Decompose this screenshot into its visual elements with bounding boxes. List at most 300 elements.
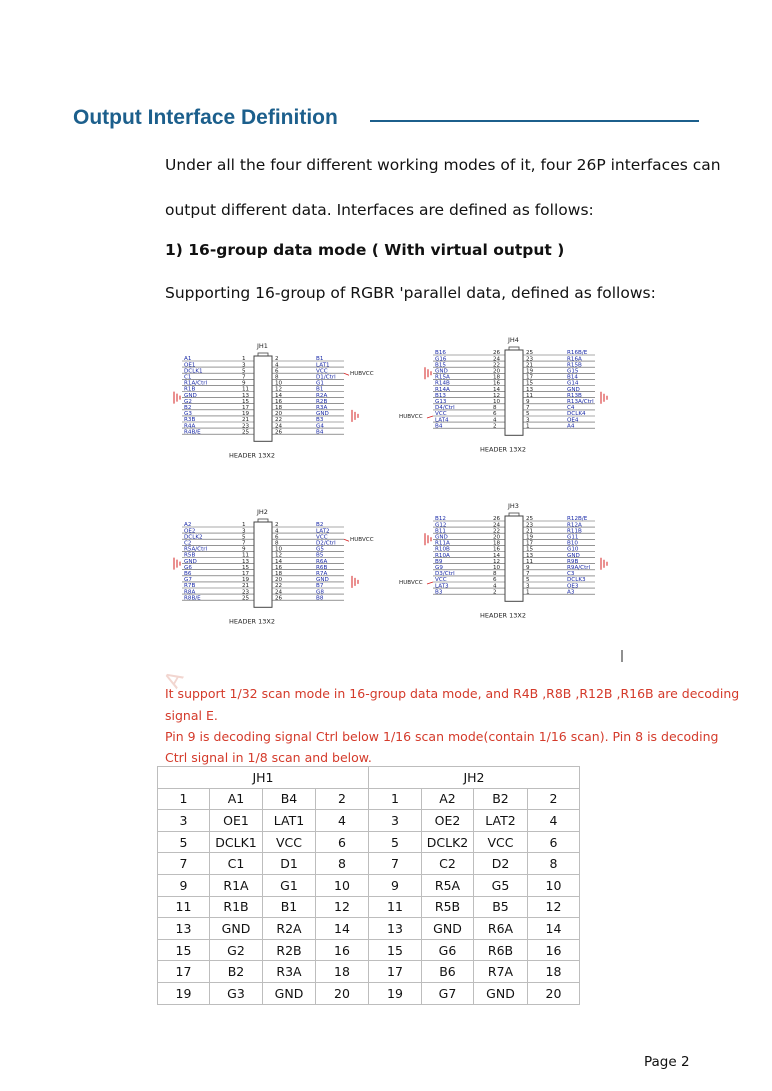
table-cell: 3 [369,810,422,832]
jh1-net-right: VCC [316,368,328,375]
jh3-pin-number: 8 [493,571,497,578]
jh3-pin-number: 12 [493,558,501,565]
table-header-row [158,767,580,789]
jh1-pin-number: 14 [275,392,283,399]
jh2-connector-body [254,522,272,607]
jh1-pin-number: 18 [275,405,283,411]
jh1-pin-number: 11 [242,386,250,393]
table-cell: 12 [528,896,580,918]
jh3-pin-number: 11 [526,558,534,565]
jh2-pin-number: 14 [275,558,283,565]
table-cell: 4 [316,810,369,832]
jh3-net-left: G9 [435,565,443,571]
table-cell: B5 [474,896,528,918]
jh2-pin-number: 11 [242,552,250,559]
jh2-caption: HEADER 13X2 [229,617,275,626]
jh4-net-right: GND [567,386,580,393]
jh1-net-left: R3B [184,417,196,424]
table-cell: R6B [474,939,528,961]
jh1-net-left: R4B/E [184,429,201,436]
table-cell: C2 [422,853,474,875]
jh3-net-left: R10B [435,546,450,553]
table-cell: DCLK2 [422,831,474,853]
table-cell: G7 [422,982,474,1004]
jh1-pin-number: 21 [242,417,250,424]
jh4-net-right: A4 [567,423,575,430]
jh2-hubvcc-label: HUBVCC [350,537,374,544]
table-cell: GND [422,918,474,940]
jh4-pin-number: 16 [493,380,501,387]
section-title: Output Interface Definition [73,106,338,129]
jh2-net-left: R5B [184,552,196,559]
jh4-net-left: G16 [435,356,447,363]
table-cell: 13 [158,918,210,940]
jh4-net-right: G15 [567,368,579,375]
jh4-net-left: B4 [435,423,443,430]
jh3-net-left: B3 [435,589,443,596]
jh3-pin-number: 19 [526,534,534,541]
jh2-pin-number: 4 [275,528,279,535]
table-cell: VCC [474,831,528,853]
jh1-pin-number: 23 [242,423,250,430]
table-cell: R3A [263,961,316,983]
table-cell: 14 [528,918,580,940]
jh3-net-right: DCLK3 [567,577,586,584]
table-cell: B2 [210,961,263,983]
jh3-label: JH3 [508,502,519,510]
jh3-pin-number: 7 [526,571,530,578]
table-cell: VCC [263,831,316,853]
table-row [158,961,580,983]
jh4-net-right: R15B [567,362,582,369]
jh4-pin-number: 7 [526,405,530,412]
jh2-net-right: VCC [316,534,328,541]
table-cell: A2 [422,788,474,810]
jh4-pin-number: 19 [526,368,534,375]
table-cell: R5A [422,874,474,896]
jh3-net-right: B10 [567,540,578,547]
jh2-pin-number: 21 [242,583,250,590]
jh4-pin-number: 2 [493,423,497,430]
jh2-pin-number: 6 [275,534,279,541]
jh2-ground-right-icon [352,576,358,588]
jh3-net-right: G11 [567,534,579,541]
jh1-net-right: LAT1 [316,362,330,369]
jh1-net-left: R4A [184,423,196,430]
note-line-3: Pin 9 is decoding signal Ctrl below 1/16 scan mode(contain 1/16 scan). Pin 8 is decoding [165,729,719,744]
jh3-pin-number: 22 [493,528,501,535]
table-cell: A1 [210,788,263,810]
jh1-pin-number: 3 [242,362,246,369]
jh1-connector-body [254,356,272,441]
jh4-pin-number: 14 [493,386,501,393]
table-cell: 4 [528,810,580,832]
jh2-pin-number: 25 [242,595,250,602]
table-row [158,853,580,875]
table-cell: C1 [210,853,263,875]
table-cell: G5 [474,874,528,896]
table-cell: 20 [316,982,369,1004]
jh2-pin-number: 2 [275,522,279,529]
table-cell: G6 [422,939,474,961]
jh4-pin-number: 11 [526,392,534,399]
jh3-net-right: G10 [567,546,579,553]
jh4-net-right: R16A [567,356,582,363]
jh3-pin-number: 26 [493,516,501,523]
jh2-net-left: R8A [184,589,196,596]
intro-line-1: Under all the four different working modes of it, four 26P interfaces can [165,156,721,174]
jh4-net-left: B15 [435,362,446,369]
jh2-net-right: R6B [316,564,328,571]
jh2-net-right: LAT2 [316,528,330,535]
jh4-net-right: R16B/E [567,350,588,357]
table-cell: G1 [263,874,316,896]
jh1-net-left: C1 [184,374,192,381]
jh4-net-left: B16 [435,350,446,357]
jh2-pin-number: 12 [275,552,283,559]
jh4-ground-left-icon [425,367,431,379]
table-cell: LAT2 [474,810,528,832]
jh2-label: JH2 [257,508,268,516]
jh3-net-right: A3 [567,589,575,596]
table-cell: 11 [158,896,210,918]
table-cell: 11 [369,896,422,918]
table-cell: 16 [316,939,369,961]
jh1-pin-number: 1 [242,356,246,363]
table-cell: 15 [158,939,210,961]
jh1-pin-number: 6 [275,368,279,375]
page-number: Page 2 [644,1054,690,1070]
table-cell: 7 [158,853,210,875]
jh3-pin-number: 1 [526,589,530,596]
mode-description: Supporting 16-group of RGBR 'parallel data, defined as follows: [165,284,656,302]
jh4-pin-number: 9 [526,399,530,405]
jh4-pin-number: 15 [526,380,534,387]
connector-schematic [150,320,640,670]
table-cell: GND [474,982,528,1004]
jh4-pin-number: 4 [493,417,497,424]
table-cell: 17 [158,961,210,983]
jh3-pin-number: 13 [526,552,534,559]
jh2-net-right: R6A [316,558,328,565]
note-line-1: It support 1/32 scan mode in 16-group data mode, and R4B ,R8B ,R12B ,R16B are decoding [165,686,740,701]
jh4-pin-number: 24 [493,356,501,363]
jh1-net-left: G3 [184,411,192,418]
jh2-net-left: A2 [184,522,192,529]
jh1-net-left: R1B [184,386,196,393]
jh1-pin-number: 5 [242,368,246,375]
jh3-pin-number: 9 [526,565,530,571]
jh3-net-right: R9A/Ctrl [567,565,591,571]
jh3-pin-number: 3 [526,583,530,590]
table-cell: R2B [263,939,316,961]
jh1-pin-number: 7 [242,374,246,381]
table-cell: 8 [316,853,369,875]
table-cell: G3 [210,982,263,1004]
jh3-hubvcc-label: HUBVCC [399,580,423,586]
jh2-pin-number: 15 [242,564,250,571]
jh3-net-right: C3 [567,571,575,578]
table-cell: 15 [369,939,422,961]
jh3-net-right: OE3 [567,583,579,590]
table-row [158,874,580,896]
table-row [158,788,580,810]
jh4-net-left: LAT4 [435,417,449,424]
jh1-net-right: GND [316,411,329,418]
table-cell: 1 [369,788,422,810]
jh2-pin-number: 7 [242,540,246,547]
jh2-net-left: R5A/Ctrl [184,546,208,553]
table-cell: 8 [528,853,580,875]
jh2-net-right: G5 [316,546,324,553]
table-cell: 18 [316,961,369,983]
jh2-net-right: D2/Ctrl [316,540,336,547]
jh3-pin-number: 17 [526,540,534,547]
jh2-pin-number: 13 [242,558,250,565]
table-cell: OE1 [210,810,263,832]
jh2-net-left: DCLK2 [184,534,203,541]
table-cell: D2 [474,853,528,875]
table-header-jh2: JH2 [369,767,580,789]
jh4-net-left: D4/Ctrl [435,405,455,412]
jh3-pin-number: 25 [526,516,534,523]
jh1-pin-number: 26 [275,429,283,436]
jh4-pin-number: 13 [526,386,534,393]
jh2-net-right: B7 [316,583,324,590]
jh3-pin-number: 2 [493,589,497,596]
jh3-net-right: GND [567,552,580,559]
jh1-pin-number: 16 [275,398,283,405]
jh2-net-right: B5 [316,552,324,559]
jh4-net-left: R14A [435,386,450,393]
jh1-net-left: G2 [184,398,192,405]
jh3-net-left: VCC [435,577,447,584]
jh1-pin-number: 4 [275,362,279,369]
table-row [158,831,580,853]
table-cell: 19 [158,982,210,1004]
jh2-net-left: B6 [184,571,192,577]
jh4-net-right: B14 [567,374,578,381]
table-cell: 6 [528,831,580,853]
table-cell: 12 [316,896,369,918]
jh3-pin-number: 21 [526,528,534,535]
table-cell: 2 [528,788,580,810]
table-cell: 16 [528,939,580,961]
jh3-net-left: B9 [435,558,443,565]
jh3-pin-number: 23 [526,522,534,529]
jh4-pin-number: 25 [526,350,534,357]
jh4-hubvcc-label: HUBVCC [399,414,423,420]
jh3-pin-number: 5 [526,577,530,584]
jh4-pin-number: 26 [493,350,501,357]
jh2-pin-number: 16 [275,564,283,571]
jh1-hubvcc-wire [344,373,349,375]
jh1-pin-number: 24 [275,423,283,430]
jh2-pin-number: 20 [275,577,283,584]
jh1-pin-number: 12 [275,386,283,393]
jh1-hubvcc-label: HUBVCC [350,371,374,378]
jh1-net-right: B3 [316,417,324,424]
jh3-net-left: LAT3 [435,583,449,590]
jh3-net-right: R12A [567,522,582,529]
jh2-pin-number: 9 [242,546,246,553]
jh2-net-right: B2 [316,522,324,529]
jh3-pin-number: 24 [493,522,501,529]
jh4-pin-number: 18 [493,374,501,381]
jh3-net-left: B12 [435,516,446,523]
title-rule [370,120,699,122]
jh1-net-left: DCLK1 [184,368,203,375]
jh4-pin-number: 10 [493,399,501,405]
jh2-pin-number: 22 [275,583,283,590]
jh1-pin-number: 9 [242,380,246,387]
jh2-pin-number: 3 [242,528,246,535]
jh1-pin-number: 10 [275,380,283,387]
jh2-pin-number: 18 [275,571,283,577]
table-cell: R2A [263,918,316,940]
jh3-net-left: B11 [435,528,446,535]
table-cell: 1 [158,788,210,810]
jh4-pin-number: 12 [493,392,501,399]
jh4-pin-number: 5 [526,411,530,418]
table-cell: DCLK1 [210,831,263,853]
table-cell: 5 [158,831,210,853]
table-cell: OE2 [422,810,474,832]
table-cell: 7 [369,853,422,875]
jh1-pin-number: 17 [242,405,250,411]
table-cell: B2 [474,788,528,810]
jh1-label: JH1 [257,342,268,350]
table-cell: 10 [316,874,369,896]
table-row [158,918,580,940]
jh1-net-right: D1/Ctrl [316,374,336,381]
jh1-net-right: R3A [316,405,328,411]
table-row [158,939,580,961]
jh3-pin-number: 10 [493,565,501,571]
jh4-net-left: G13 [435,399,447,405]
jh4-net-right: OE4 [567,417,579,424]
table-cell: 14 [316,918,369,940]
jh4-net-left: R15A [435,374,450,381]
jh2-net-right: B8 [316,595,324,602]
jh3-ground-left-icon [425,533,431,545]
jh2-pin-number: 24 [275,589,283,596]
jh1-net-right: B1 [316,386,324,393]
jh4-net-left: R14B [435,380,450,387]
table-cell: R1A [210,874,263,896]
jh1-ground-left-icon [174,392,180,404]
jh4-pin-number: 17 [526,374,534,381]
jh4-net-right: R13B [567,392,582,399]
jh3-hubvcc-wire [427,582,433,584]
jh2-net-left: G7 [184,577,192,584]
jh3-pin-number: 4 [493,583,497,590]
jh1-pin-number: 13 [242,392,250,399]
table-cell: R6A [474,918,528,940]
jh2-pin-number: 26 [275,595,283,602]
jh3-pin-number: 18 [493,540,501,547]
table-cell: GND [210,918,263,940]
jh1-net-right: B4 [316,429,324,436]
table-cell: 13 [369,918,422,940]
jh2-net-left: C2 [184,540,192,547]
jh2-net-left: GND [184,558,197,565]
jh4-net-left: VCC [435,411,447,418]
jh2-pin-number: 1 [242,522,246,529]
table-cell: 3 [158,810,210,832]
table-cell: GND [263,982,316,1004]
table-cell: 10 [528,874,580,896]
jh1-net-left: R1A/Ctrl [184,380,208,387]
jh4-net-left: B13 [435,392,446,399]
jh1-caption: HEADER 13X2 [229,451,275,460]
table-header-jh1: JH1 [158,767,369,789]
jh3-pin-number: 16 [493,546,501,553]
jh3-net-left: G12 [435,522,447,529]
jh4-pin-number: 20 [493,368,501,375]
jh1-pin-number: 22 [275,417,283,424]
jh2-ground-left-icon [174,558,180,570]
jh3-ground-right-icon [601,558,607,570]
table-cell: B6 [422,961,474,983]
jh1-net-right: G4 [316,423,324,430]
jh2-net-left: R8B/E [184,595,201,602]
jh1-pin-number: 15 [242,398,250,405]
table-cell: D1 [263,853,316,875]
jh2-pin-number: 17 [242,571,250,577]
jh4-net-right: C4 [567,405,575,412]
jh2-pin-number: 23 [242,589,250,596]
jh1-net-left: A1 [184,356,192,363]
jh1-net-right: B1 [316,356,324,363]
table-row [158,896,580,918]
table-cell: B4 [263,788,316,810]
table-row [158,982,580,1004]
jh3-net-right: R11B [567,528,582,535]
pin-table [157,766,580,1005]
jh4-pin-number: 21 [526,362,534,369]
jh4-pin-number: 8 [493,405,497,412]
jh2-net-right: G8 [316,589,324,596]
jh2-net-left: R7B [184,583,196,590]
jh2-pin-number: 19 [242,577,250,584]
table-cell: 17 [369,961,422,983]
jh2-net-right: GND [316,577,329,584]
table-cell: 19 [369,982,422,1004]
jh1-net-right: R2B [316,398,328,405]
jh1-pin-number: 25 [242,429,250,436]
jh4-pin-number: 6 [493,411,497,418]
jh3-caption: HEADER 13X2 [480,611,526,620]
jh4-pin-number: 3 [526,417,530,424]
jh3-pin-number: 6 [493,577,497,584]
table-cell: 5 [369,831,422,853]
table-cell: 18 [528,961,580,983]
jh4-label: JH4 [508,336,519,344]
jh4-net-right: R13A/Ctrl [567,399,594,405]
jh1-ground-right-icon [352,410,358,422]
jh3-net-right: R12B/E [567,516,588,523]
jh2-pin-number: 10 [275,546,283,553]
jh2-pin-number: 5 [242,534,246,541]
jh4-net-left: GND [435,368,448,375]
jh1-pin-number: 8 [275,374,279,381]
jh3-net-left: D3/Ctrl [435,571,455,578]
jh1-pin-number: 2 [275,356,279,363]
table-cell: R7A [474,961,528,983]
table-cell: 20 [528,982,580,1004]
note-line-2: signal E. [165,708,218,723]
